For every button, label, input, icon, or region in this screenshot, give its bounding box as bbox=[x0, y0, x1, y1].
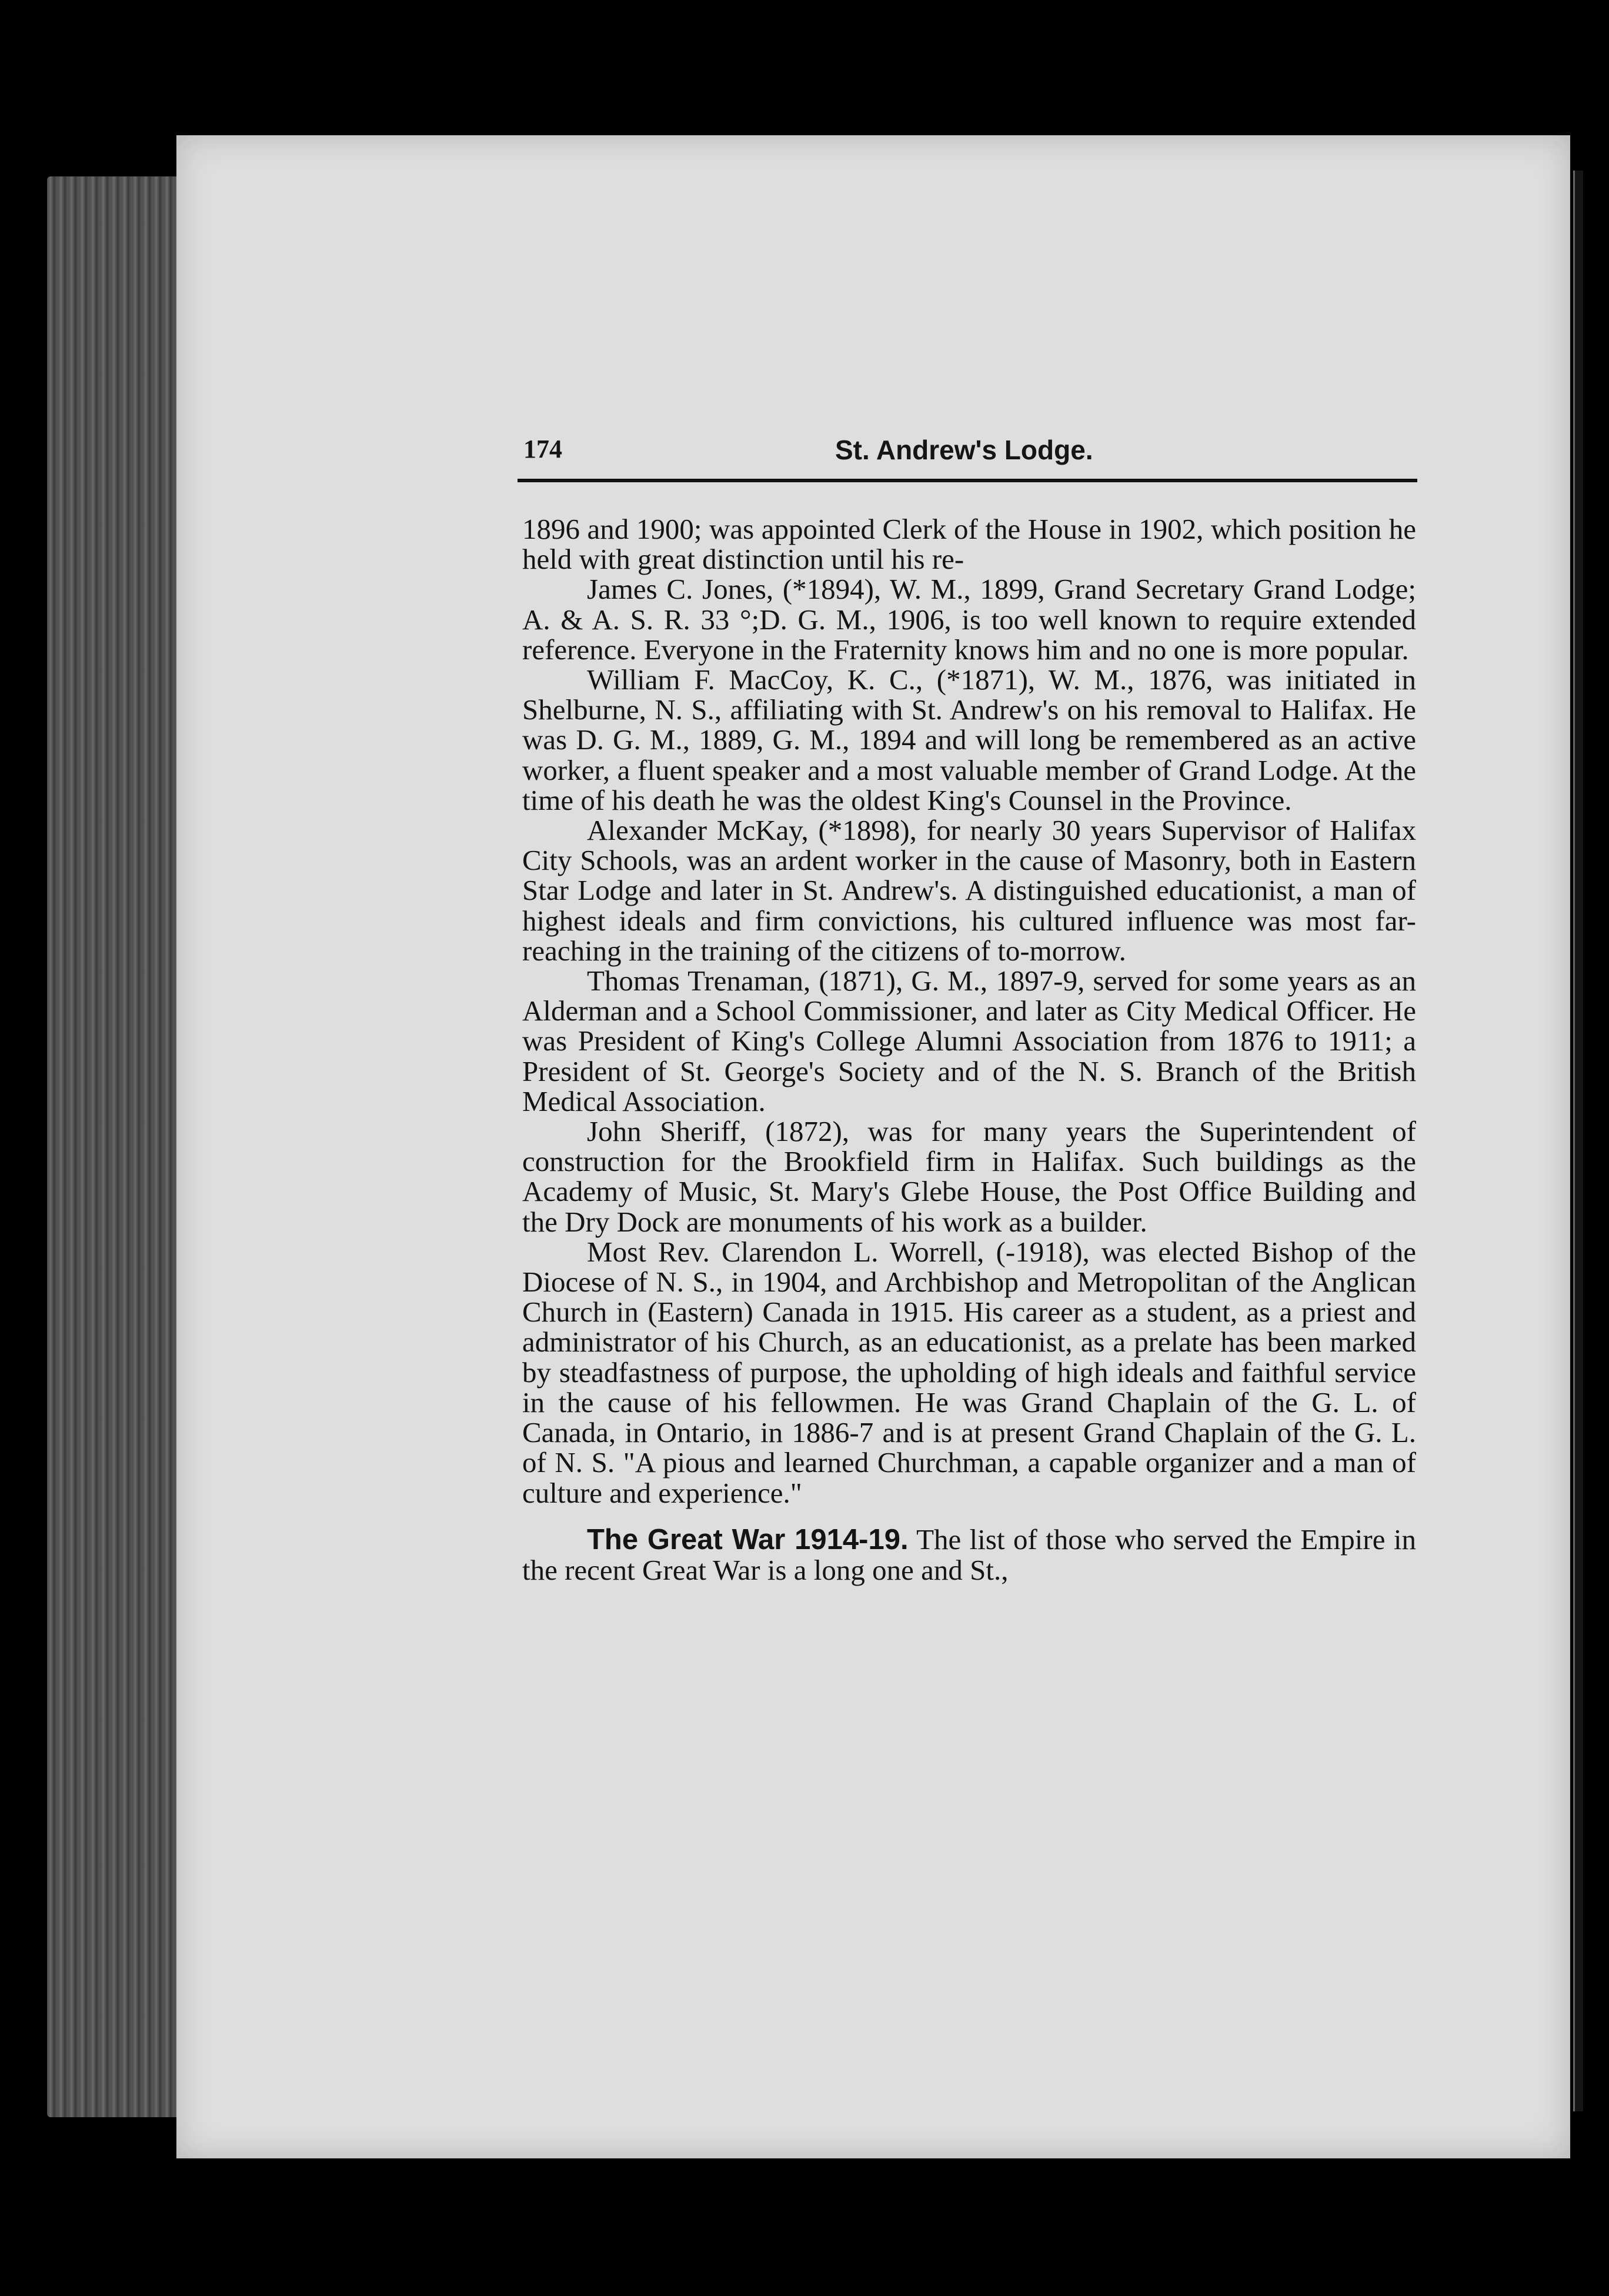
paragraph-worrell: Most Rev. Clarendon L. Worrell, (-1918), was elected Bishop of the Diocese of N. S., in 1904, and Archbishop and Metropolitan of the Anglican Church in (Eastern) Canada in 1915. His career as a student, as a priest and administrator of his Church, as an educationist, as a prelate has been marked by steadfastness of purpose, the upholding of high ideals and faithful service in the cause of his fellowmen. He was Grand Chaplain of the G. L. of Canada, in Ontario, in 1886-7 and is at present Grand Chaplain of the G. L. of N. S. "A pious and learned Churchman, a capable organizer and a man of culture and experience." bbox=[522, 1235, 1416, 1509]
section-heading: The Great War 1914-19. bbox=[587, 1523, 909, 1556]
section-text: The list of those who served the Empire in the recent Great War is a long one and St., bbox=[522, 1523, 1416, 1586]
paragraph-maccoy: William F. MacCoy, K. C., (*1871), W. M., 1876, was initiated in Shelburne, N. S., affiliating with St. Andrew's on his removal to Halifax. He was D. G. M., 1889, G. M., 1894 and will long be remembered as an active worker, a fluent speaker and a most valuable member of Grand Lodge. At the time of his death he was the oldest King's Counsel in the Province. bbox=[522, 663, 1416, 816]
paragraph-trenaman: Thomas Trenaman, (1871), G. M., 1897-9, served for some years as an Alderman and a School Commissioner, and later as City Medical Officer. He was President of King's College Alumni Association from 1876 to 1911; a President of St. George's Society and of the N. S. Branch of the British Medical Association. bbox=[522, 965, 1416, 1117]
paragraph-sheriff: John Sheriff, (1872), was for many years the Superintendent of construction for the Brookfield firm in Halifax. Such buildings as the Academy of Music, St. Mary's Glebe House, the Post Office Building and the Dry Dock are monuments of his work as a builder. bbox=[522, 1115, 1416, 1238]
paragraph-jones: James C. Jones, (*1894), W. M., 1899, Grand Secretary Grand Lodge; A. & A. S. R. 33 °;D. G. M., 1906, is too well known to require extended reference. Everyone in the Fraternity knows him and no one is more popular. bbox=[522, 573, 1416, 666]
paragraph-great-war bbox=[522, 1524, 1416, 1585]
paragraph-mckay: Alexander McKay, (*1898), for nearly 30 years Supervisor of Halifax City Schools, was an ardent worker in the cause of Masonry, both in Eastern Star Lodge and later in St. Andrew's. A distinguished educationist, a man of highest ideals and firm convictions, his cultured influence was most far-reaching in the training of the citizens of to-morrow. bbox=[522, 814, 1416, 967]
book-binding-edge bbox=[1573, 171, 1583, 2111]
running-title: St. Andrew's Lodge. bbox=[835, 435, 1093, 465]
page-header bbox=[518, 426, 1417, 482]
paragraph-continuation: 1896 and 1900; was appointed Clerk of the House in 1902, which position he held with great distinction until his re- bbox=[522, 513, 1416, 576]
page-number: 174 bbox=[523, 435, 562, 463]
body-text bbox=[522, 514, 1416, 1585]
